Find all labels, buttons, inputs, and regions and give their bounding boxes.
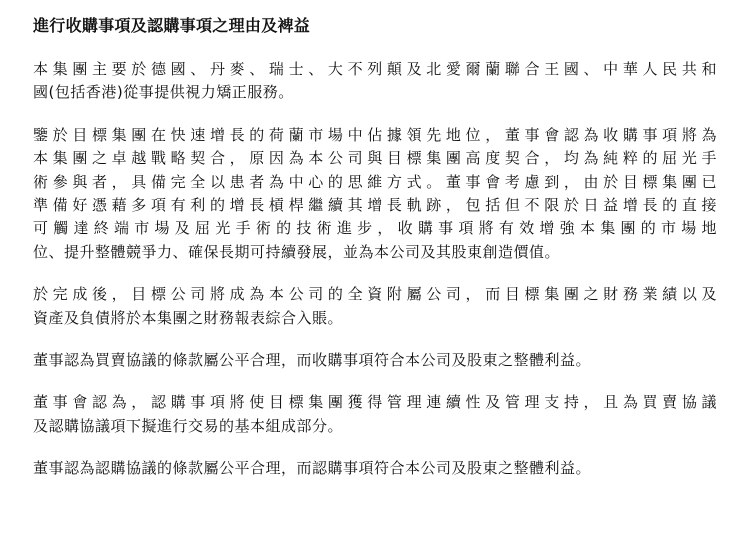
- paragraph-completion: [33, 283, 717, 330]
- text-line: 術參與者，具備完全以患者為中心的思維方式。董事會考慮到，由於目標集團已: [33, 172, 717, 191]
- text-line: 董事認為認購協議的條款屬公平合理，而認購事項符合本公司及股東之整體利益。: [33, 459, 592, 478]
- paragraph-acquisition-rationale: [33, 124, 717, 264]
- text-line: 位、提升整體競爭力、確保長期可持續發展，並為本公司及其股東創造價值。: [33, 242, 561, 261]
- section-heading: 進行收購事項及認購事項之理由及裨益: [33, 16, 311, 35]
- document-page: [33, 14, 717, 500]
- text-line: 資產及負債將於本集團之財務報表綜合入賬。: [33, 308, 344, 327]
- text-line: 董事認為買賣協議的條款屬公平合理，而收購事項符合本公司及股東之整體利益。: [33, 351, 592, 370]
- paragraph-subscription-agreement-terms: [33, 457, 717, 480]
- text-line: 本集團之卓越戰略契合，原因為本公司與目標集團高度契合，均為純粹的屈光手: [33, 149, 717, 168]
- paragraph-business-overview: [33, 58, 717, 105]
- text-line: 準備好憑藉多項有利的增長槓桿繼續其增長軌跡，包括但不限於日益增長的直接: [33, 196, 717, 215]
- text-line: 國(包括香港)從事提供視力矯正服務。: [33, 83, 294, 102]
- text-line: 本集團主要於德國、丹麥、瑞士、大不列顛及北愛爾蘭聯合王國、中華人民共和: [33, 60, 717, 78]
- text-line: 可觸達終端市場及屈光手術的技術進步，收購事項將有效增強本集團的市場地: [33, 219, 717, 238]
- text-line: 鑒於目標集團在快速增長的荷蘭市場中佔據領先地位，董事會認為收購事項將為: [33, 125, 717, 144]
- text-line: 董事會認為，認購事項將使目標集團獲得管理連續性及管理支持，且為買賣協議: [33, 393, 717, 412]
- text-line: 及認購協議項下擬進行交易的基本組成部分。: [33, 416, 344, 435]
- paragraph-sale-agreement-terms: [33, 349, 717, 372]
- text-line: 於完成後，目標公司將成為本公司的全資附屬公司，而目標集團之財務業績以及: [33, 285, 717, 304]
- paragraph-subscription-rationale: [33, 391, 717, 438]
